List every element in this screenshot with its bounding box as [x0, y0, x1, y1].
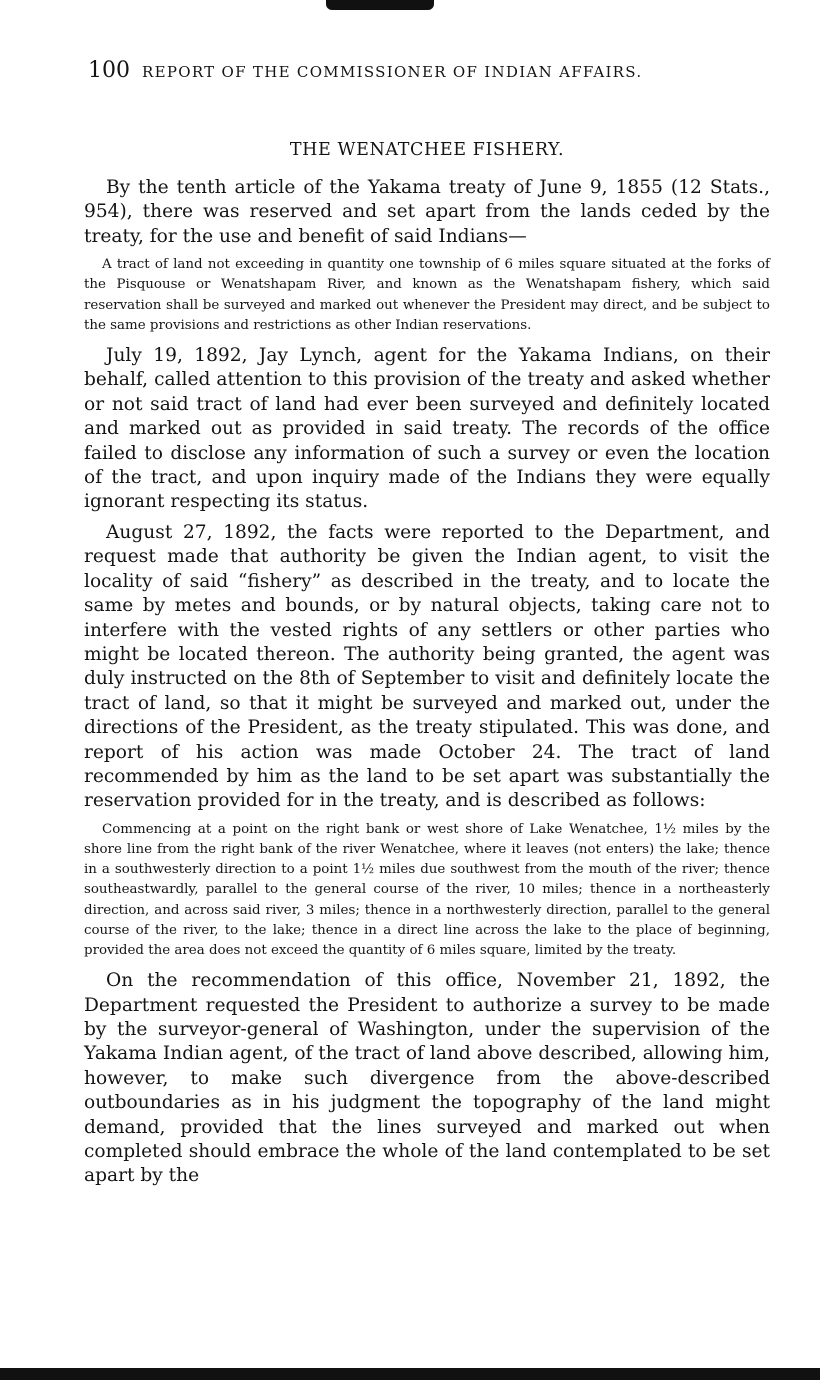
page-number: 100	[88, 58, 130, 83]
scan-artifact-bottom	[0, 1368, 820, 1380]
page-header	[88, 58, 738, 83]
section-title: THE WENATCHEE FISHERY.	[289, 140, 565, 160]
paragraph-survey-recommendation: On the recommendation of this office, November 21, 1892, the Department requested the President to authorize a survey to be made by the surveyor-general of Washington, under the supervision of the Yakama Indian agent, of the tract of land above described, allowing him, however, to make such divergence from the above-described outboundaries as in his judgment the topography of the land might demand, provided that the lines surveyed and marked out when completed should embrace the whole of the land contemplated to be set apart by the	[84, 970, 770, 1187]
block-quote-treaty-text: A tract of land not exceeding in quantity one township of 6 miles square situated at the forks of the Pisquouse or Wenatshapam River, and known as the Wenatshapam fishery, which said reservation shall be surveyed and marked out whenever the President may direct, and be subject to the same provisions and restrictions as other Indian reservations.	[84, 257, 770, 333]
block-quote-boundary-description: Commencing at a point on the right bank or west shore of Lake Wenatchee, 1½ miles by the shore line from the right bank of the river Wenatchee, where it leaves (not enters) the lake; thence in a southwesterly direction to a point 1½ miles due southwest from the mouth of the river; thence southeastwardly, parallel to the general course of the river, 10 miles; thence in a northeasterly direction, and across said river, 3 miles; thence in a northwesterly direction, parallel to the general course of the river, to the lake; thence in a direct line across the lake to the place of beginning, provided the area does not exceed the quantity of 6 miles square, limited by the treaty.	[84, 821, 770, 958]
scan-artifact-top	[326, 0, 434, 10]
running-head: REPORT OF THE COMMISSIONER OF INDIAN AFFAIRS.	[142, 63, 643, 81]
paragraph-agent-inquiry: July 19, 1892, Jay Lynch, agent for the Yakama Indians, on their behalf, called attention to this provision of the treaty and asked whether or not said tract of land had ever been surveyed and definitely located and marked out as provided in said treaty. The records of the office failed to disclose any information of such a survey or even the location of the tract, and upon inquiry made of the Indians they were equally ignorant respecting its status.	[84, 345, 770, 513]
paragraph-department-report: August 27, 1892, the facts were reported to the Department, and request made that authority be given the Indian agent, to visit the locality of said “fishery” as described in the treaty, and to locate the same by metes and bounds, or by natural objects, taking care not to interfere with the vested rights of any settlers or other parties who might be located thereon. The authority being granted, the agent was duly instructed on the 8th of September to visit and definitely locate the tract of land, so that it might be surveyed and marked out, under the directions of the President, as the treaty stipulated. This was done, and report of his action was made October 24. The tract of land recommended by him as the land to be set apart was substantially the reservation provided for in the treaty, and is described as follows:	[84, 521, 770, 812]
paragraph-treaty-article: By the tenth article of the Yakama treaty of June 9, 1855 (12 Stats., 954), there was reserved and set apart from the lands ceded by the treaty, for the use and benefit of said Indians—	[84, 177, 770, 247]
article-body	[84, 128, 770, 1195]
